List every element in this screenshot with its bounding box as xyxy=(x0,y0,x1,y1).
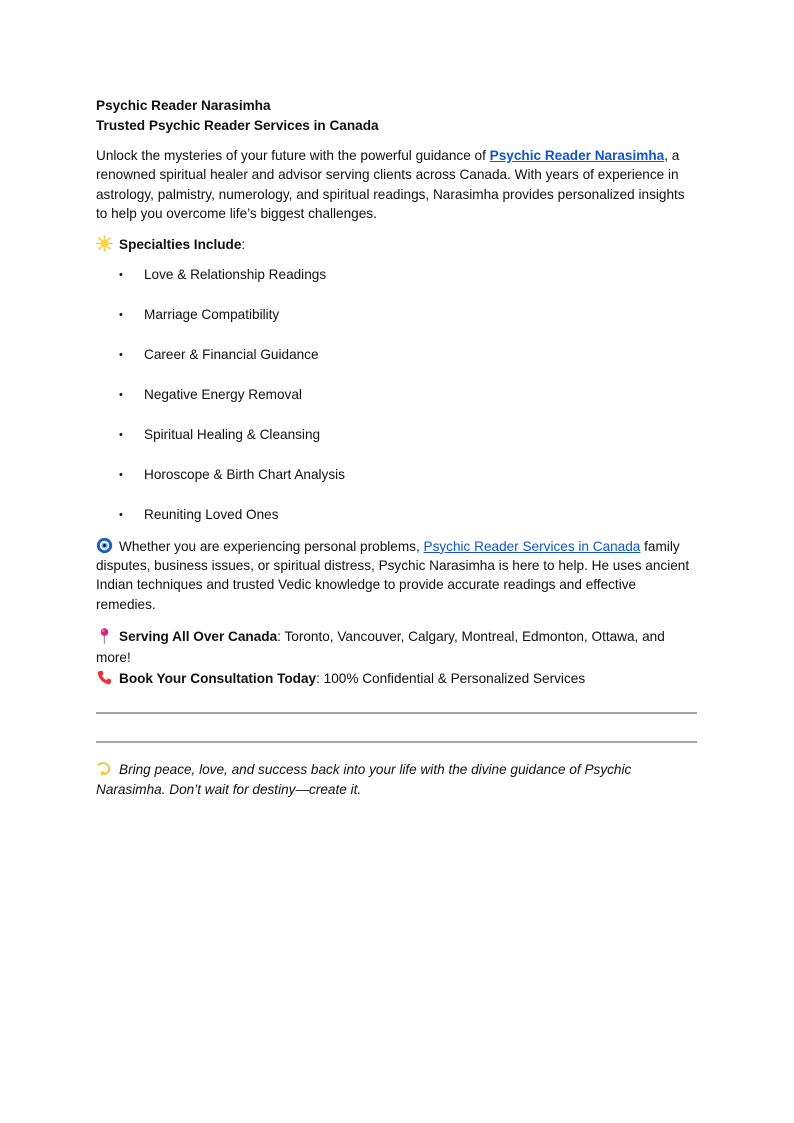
bullet-icon: • xyxy=(119,508,123,521)
bullet-icon: • xyxy=(119,428,123,441)
psychic-services-canada-link[interactable]: Psychic Reader Services in Canada xyxy=(423,538,641,554)
pin-icon xyxy=(96,627,113,644)
list-item-label: Negative Energy Removal xyxy=(144,386,302,402)
list-item-label: Reuniting Loved Ones xyxy=(144,506,279,522)
bullet-icon: • xyxy=(119,388,123,401)
serving-label: Serving All Over Canada xyxy=(119,629,278,645)
specialties-heading-line xyxy=(96,235,697,255)
closing-paragraph xyxy=(96,760,697,799)
list-item-label: Love & Relationship Readings xyxy=(144,266,327,282)
problems-paragraph xyxy=(96,537,697,615)
bullet-icon: • xyxy=(119,348,123,361)
list-item xyxy=(96,265,697,295)
nazar-eye-icon xyxy=(96,537,113,554)
list-item xyxy=(96,305,697,335)
list-item-label: Spiritual Healing & Cleansing xyxy=(144,426,321,442)
sun-icon xyxy=(96,235,113,252)
phone-icon xyxy=(96,669,113,686)
serving-cities: : Toronto, Vancouver, Calgary, Montreal, Edmonton, Ottawa, and more! xyxy=(96,629,665,666)
specialties-colon: : xyxy=(241,236,246,252)
booking-line xyxy=(96,668,697,689)
problems-text-after: family disputes, business issues, or spiritual distress, Psychic Narasimha is here to help. He uses ancient Indian techniques and trusted Vedic knowledge to provide accurate readings and effective remedies. xyxy=(96,538,690,612)
intro-text-before: Unlock the mysteries of your future with the powerful guidance of xyxy=(96,148,490,163)
list-item xyxy=(96,465,697,495)
list-item-label: Horoscope & Birth Chart Analysis xyxy=(144,466,345,482)
list-item-label: Career & Financial Guidance xyxy=(144,346,319,362)
booking-label: Book Your Consultation Today xyxy=(119,671,317,687)
bullet-icon: • xyxy=(119,268,123,281)
serving-line xyxy=(96,626,697,668)
psychic-reader-link[interactable]: Psychic Reader Narasimha xyxy=(489,148,665,163)
specialties-list xyxy=(96,265,697,535)
problems-text-before: Whether you are experiencing personal problems, xyxy=(119,538,424,554)
divider xyxy=(96,712,697,714)
document-subtitle: Trusted Psychic Reader Services in Canada xyxy=(96,118,379,133)
list-item xyxy=(96,385,697,415)
list-item-label: Marriage Compatibility xyxy=(144,306,280,322)
dizzy-star-icon xyxy=(96,760,113,777)
intro-text-after: , a renowned spiritual healer and advisor serving clients across Canada. With years of experience in astrology, palmistry, numerology, and spiritual readings, Narasimha provides personalized insights to help you overcome life’s biggest challenges. xyxy=(96,148,685,222)
intro-paragraph xyxy=(96,146,697,224)
document-page xyxy=(96,96,697,799)
bullet-icon: • xyxy=(119,308,123,321)
closing-text: Bring peace, love, and success back into your life with the divine guidance of Psychic Narasimha. Don’t wait for destiny—create it. xyxy=(96,762,632,797)
specialties-heading: Specialties Include xyxy=(119,236,242,252)
document-title: Psychic Reader Narasimha xyxy=(96,98,271,113)
list-item xyxy=(96,505,697,535)
bullet-icon: • xyxy=(119,468,123,481)
booking-text: : 100% Confidential & Personalized Services xyxy=(316,671,586,687)
divider xyxy=(96,741,697,743)
list-item xyxy=(96,345,697,375)
list-item xyxy=(96,425,697,455)
